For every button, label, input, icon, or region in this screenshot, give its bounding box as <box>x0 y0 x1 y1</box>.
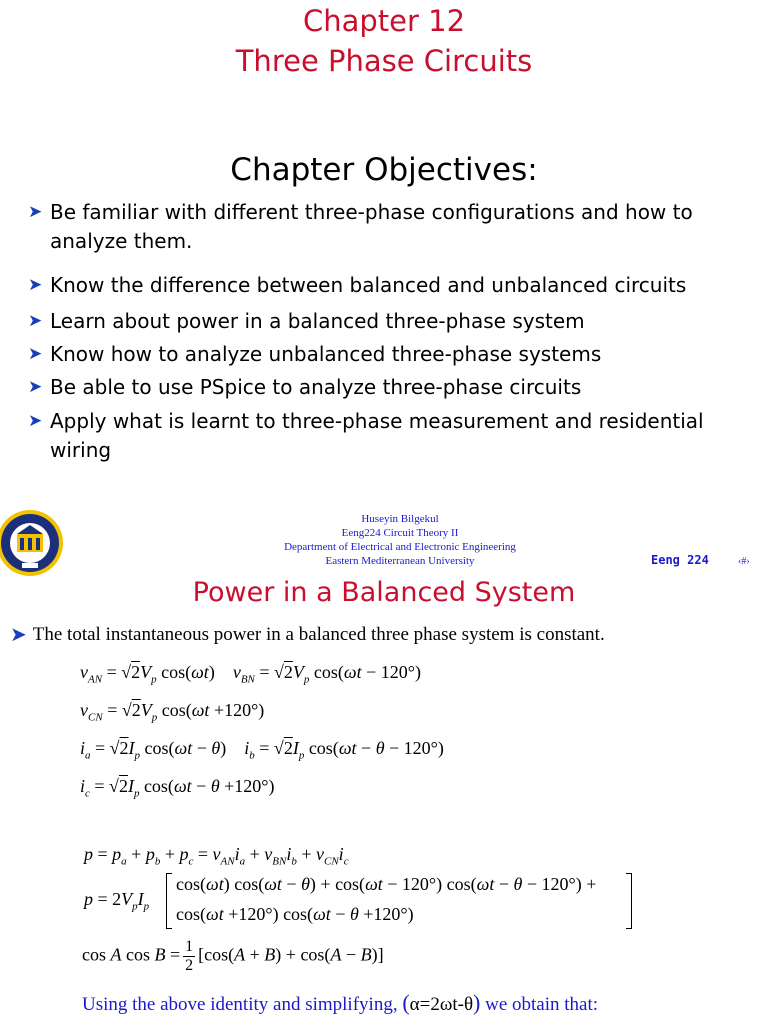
left-bracket <box>166 873 172 929</box>
objective-item <box>28 198 750 256</box>
arrowhead-right-icon: ➤ <box>28 377 43 397</box>
identity-note-prefix: Using the above identity and simplifying, <box>82 994 398 1015</box>
equation-p-2VpIp: $p = 2V_pI_p$ <box>84 889 150 913</box>
right-bracket <box>626 873 632 929</box>
equation-bracket-line2: cos(ωt +120°) cos(ωt − θ +120°) <box>176 904 414 924</box>
objective-text: Be familiar with different three-phase configurations and how to analyze them. <box>50 200 693 253</box>
identity-note-suffix: we obtain that: <box>485 994 599 1015</box>
footer-university: Eastern Mediterranean University <box>325 555 475 567</box>
equation-p-sum: $p = p_a + p_b + p_c = v_{AN}i_a + v_{BN}i_b + v_{CN}i_c$ <box>84 844 349 868</box>
arrowhead-right-icon: ➤ <box>28 311 43 331</box>
equation-ic: $i_c = √2I_p$ cos(ωt − θ +120°) <box>80 776 275 800</box>
chapter-number: Chapter 12 <box>302 4 466 38</box>
chapter-title: Three Phase Circuits <box>235 44 533 78</box>
equation-vCN: $v_{CN} = √2V_p$ cos(ωt +120°) <box>80 700 265 724</box>
footer-department: Department of Electrical and Electronic Engineering <box>284 541 516 553</box>
arrowhead-right-icon: ➤ <box>10 624 27 646</box>
objective-item <box>28 407 750 465</box>
identity-note-alpha: α=2ωt-θ <box>409 994 474 1015</box>
arrowhead-right-icon: ➤ <box>28 275 43 295</box>
objective-text: Be able to use PSpice to analyze three-phase circuits <box>50 375 582 399</box>
objective-item <box>28 373 750 402</box>
statement <box>10 622 605 647</box>
university-seal-logo <box>0 508 68 578</box>
footer-course: Eeng224 Circuit Theory II <box>341 527 459 539</box>
page-number: ‹#› <box>738 556 750 567</box>
equation-product-identity: cos A cos B = $\frac{1}{2}$ [cos(A + B) + cos(A − B)] <box>82 938 384 974</box>
equation-bracket-line1: cos(ωt) cos(ωt − θ) + cos(ωt − 120°) cos(ωt − θ − 120°) + <box>176 874 597 894</box>
objective-text: Know how to analyze unbalanced three-phase systems <box>50 342 602 366</box>
objective-text: Apply what is learnt to three-phase measurement and residential wiring <box>50 409 704 462</box>
course-code: Eeng 224 <box>651 553 709 567</box>
footer-credits <box>230 512 570 568</box>
objectives-heading: Chapter Objectives: <box>230 152 538 188</box>
arrowhead-right-icon: ➤ <box>28 411 43 431</box>
footer-author: Huseyin Bilgekul <box>361 513 439 525</box>
arrowhead-right-icon: ➤ <box>28 344 43 364</box>
objective-item <box>28 340 750 369</box>
equation-vAN-vBN: $v_{AN} = √2V_p$ cos(ωt) $v_{BN} = √2V_p$ cos(ωt − 120°) <box>80 662 421 686</box>
objective-item <box>28 271 750 300</box>
section-title: Power in a Balanced System <box>192 577 576 608</box>
equation-ia-ib: $i_a = √2I_p$ cos(ωt − θ) $i_b = √2I_p$ cos(ωt − θ − 120°) <box>80 738 444 762</box>
identity-note: Using the above identity and simplifying, (α=2ωt-θ) we obtain that: <box>82 990 599 1015</box>
objective-text: Know the difference between balanced and unbalanced circuits <box>50 273 687 297</box>
statement-text: The total instantaneous power in a balanced three phase system is constant. <box>32 623 605 645</box>
objective-item <box>28 307 750 336</box>
arrowhead-right-icon: ➤ <box>28 202 43 222</box>
objective-text: Learn about power in a balanced three-phase system <box>50 309 585 333</box>
